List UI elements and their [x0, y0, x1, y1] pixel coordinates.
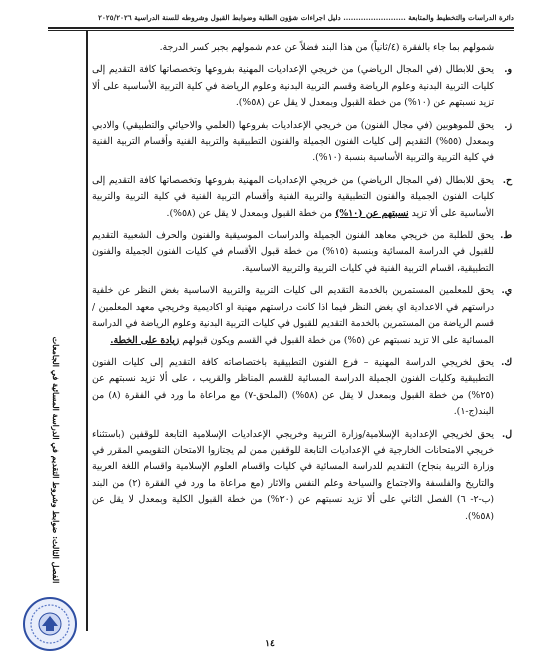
item-text: يحق لخريجي الدراسة المهنية – فرع الفنون التطبيقية باختصاصاته كافة التقديم إلى كليات الفنون التطبيقية وكليات الفنون الجميلة الدراسة المسائية للقسم المناظر والقريب ، على ألا تزيد نسبتهم عن (٢٥%) من خطة القبول وبمعدل لا يقل عن (٥٨%) (الملحق-٧) مع مراعاة ما ورد في الفقرة (٨) من البند(ج-١).	[92, 356, 495, 418]
page-number: ١٤	[265, 639, 275, 649]
item-letter: ي.	[501, 285, 512, 297]
item-text: يحق لخريجي الإعدادية الإسلامية/وزارة التربية وخريجي الإعداديات الإسلامية التابعة للوقفين (باستثناء خريجي الامتحانات الخارجية في الإعداديات التابعة للوقفين ممن لم يجتازوا الامتحان التقويمي المقرر في وزارة التربية بنجاح) التقديم للدراسة المسائية في كليات واقسام العلوم الإسلامية واقسام اللغة العربية والتاريخ والفلسفة والاجتماع والسياحة وعلم النفس والاثار (مع مراعاة ما ورد في الفقرة (٢) من البند (ب-٢- ٦) الفصل الثاني على ألا تزيد نسبتهم عن (٢٠%) من خطة القبول الكلية وبمعدل لا يقل عن (٥٨%).	[92, 428, 495, 522]
item-ya	[92, 283, 512, 349]
item-text: يحق للابطال (في المجال الرياضي) من خريجي الإعداديات المهنية بفروعها وتخصصاتها كافة التقديم إلى كليات التربية البدنية وعلوم الرياضة وقسم التربية البدنية وعلوم الرياضة في كلية التربية الأساسية على ألا تزيد نسبتهم عن (١٠%) من خطة القبول وبمعدل لا يقل عن (٥٨%).	[92, 64, 494, 109]
item-text: يحق للابطال (في المجال الرياضي) من خريجي الإعداديات المهنية بفروعها وتخصصاتها كافة التقديم إلى كليات الفنون الجميلة والفنون التطبيقية والتربية الفنية وأقسام التربية الفنية في كلية التربية والتربية الأساسية على ألا تزيد	[92, 174, 494, 219]
item-ta	[92, 228, 512, 277]
item-zay	[92, 118, 512, 167]
main-content	[92, 40, 512, 531]
item-letter: ز.	[504, 119, 512, 131]
intro-paragraph: شمولهم بما جاء بالفقرة (٤/ثانياً) من هذا البند فضلاً عن عدم شمولهم بجبر كسر الدرجة.	[159, 42, 494, 53]
chapter-side-caption	[28, 290, 83, 630]
item-kaf	[92, 355, 512, 421]
chapter-side-caption-text: الفصل الثالث: ضوابط وشروط التقديم في الدراسة المسائية في الجامعات	[50, 336, 61, 584]
page-header: دائرة الدراسات والتخطيط والمتابعة ......................... دليل اجراءات شؤون الطلبة وضوابط القبول وشروطه للسنة الدراسية ٢٠٢٥/٢٠٢٦	[98, 13, 514, 22]
item-emphasis: زيادة على الخطة.	[110, 334, 180, 346]
header-rule-thin	[48, 30, 514, 31]
item-waw	[92, 62, 512, 111]
item-letter: ح.	[502, 174, 512, 186]
item-text: يحق للطلبة من خريجي معاهد الفنون الجميلة والدراسات الموسيقية والفنون والحرف الشعبية التقديم للقبول في الدراسة المسائية وبنسبة (١٥%) من خطة قبول الأقسام في كليات الفنون الجميلة والفنون التطبيقية، اقسام التربية الفنية في كليات التربية والتربية الاساسية.	[92, 230, 494, 274]
item-letter: و.	[504, 64, 512, 76]
side-border	[86, 31, 88, 631]
item-text: يحق للمعلمين المستمرين بالخدمة التقديم الى كليات التربية والتربية الاساسية بغض النظر عن خلفية دراستهم في الاعدادية اي بغض النظر فيما اذا كانت دراستهم مهنية او اكاديمية وخريجي معهد المعلمين / قسم الرياضة من المستمرين بالخدمة التقديم للقبول في كليات التربية البدنية وعلوم الرياضة في الدراسة المسائية على الا تزيد نسبتهم عن (٥%) من خطة القبول في القسم ويكون قبولهم	[92, 285, 494, 346]
item-letter: ل.	[502, 428, 512, 440]
item-letter: ك.	[501, 356, 512, 368]
item-emphasis: نسبتهم عن (١٠%)	[334, 207, 409, 219]
header-rule	[48, 27, 514, 29]
item-letter: ط.	[500, 230, 512, 242]
item-lam	[92, 427, 512, 525]
item-ha	[92, 173, 512, 222]
item-text-end: من خطة القبول وبمعدل لا يقل عن (٥٨%).	[166, 207, 335, 219]
ministry-seal-icon	[22, 596, 78, 652]
item-text: يحق للموهوبين (في مجال الفنون) من خريجي الإعداديات بفروعها (العلمي والاحيائي والتطبيقي) والادبي وبمعدل (٥٥%) التقديم إلى كليات الفنون الجميلة والفنون التطبيقية والتربية الفنية وأقسام التربية الفنية في كلية التربية والتربية الأساسية بنسبة (١٠%).	[92, 119, 494, 164]
